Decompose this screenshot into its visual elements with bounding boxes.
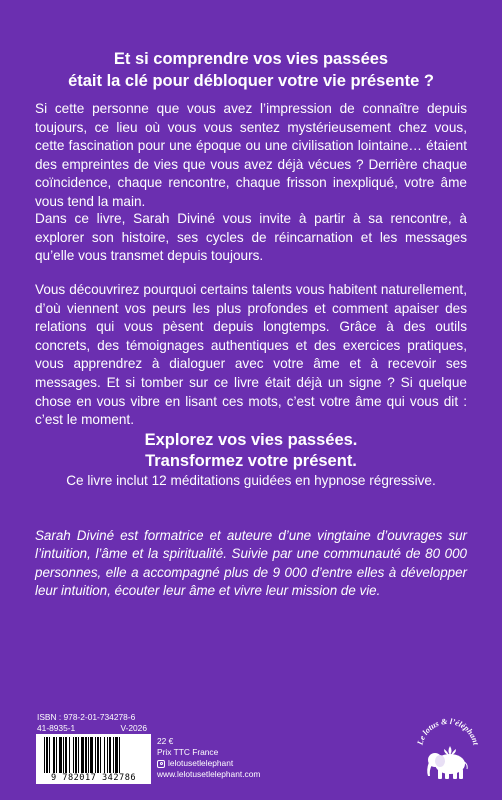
paragraph-invitation: Dans ce livre, Sarah Diviné vous invite à partir à sa rencontre, à explorer son histoire, ses cycles de réincarnation et les messages qu’elle vous transmet depuis toujours.	[35, 211, 467, 264]
instagram-handle	[157, 758, 260, 769]
publisher-logo-text: Le lotus & l’éléphant	[416, 716, 480, 746]
paragraph-intro: Si cette personne que vous avez l’impression de connaître depuis toujours, ce lieu où vous vous sentez mystérieusement chez vous, cette fascination pour une époque ou une civilisation lointaine… étaient des empreintes de vies que vous avez déjà vécues ? Derrière chaque coïncidence, chaque rencontre, chaque frisson inexpliqué, votre âme vous tend la main.	[35, 101, 467, 209]
publisher-logo	[416, 716, 480, 788]
headline-line-2: était la clé pour débloquer votre vie présente ?	[68, 72, 434, 90]
instagram-text: lelotusetlelephant	[168, 758, 234, 768]
website: www.lelotusetlelephant.com	[157, 769, 261, 779]
isbn-block	[37, 712, 147, 734]
price-block	[157, 736, 260, 780]
barcode-bars	[44, 737, 143, 773]
lotus-icon	[444, 746, 456, 755]
version-code: V-2026	[120, 723, 147, 733]
author-bio: Sarah Diviné est formatrice et auteure d’une vingtaine d’ouvrages sur l’intuition, l’âme et la spiritualité. Suivie par une communauté de 80 000 personnes, elle a accompagné plus de 9 000 d’entre elles à développer leur intuition, écouter leur âme et vivre leur mission de vie.	[35, 528, 467, 599]
price: 22 €	[157, 736, 174, 746]
product-code: 41-8935-1	[37, 723, 76, 733]
tagline-line-1: Explorez vos vies passées.	[144, 431, 358, 449]
tagline-line-2: Transformez votre présent.	[145, 452, 357, 470]
elephant-icon	[427, 753, 467, 779]
back-cover-headline	[40, 48, 462, 92]
isbn-text: ISBN : 978-2-01-734278-6	[37, 712, 136, 722]
instagram-icon	[157, 760, 165, 768]
barcode	[36, 734, 151, 784]
paragraph-discoveries: Vous découvrirez pourquoi certains talents vous habitent naturellement, d’où viennent vos peurs les plus profondes et comment apaiser des relations qui vous pèsent depuis longtemps. Grâce à des outils concrets, des témoignages authentiques et des exercices pratiques, vous apprendrez à dialoguer avec votre âme et à recevoir ses messages. Et si tomber sur ce livre était déjà un signe ? Si quelque chose en vous vibre en lisant ces mots, c’est votre âme qui vous dit : c’est le moment.	[35, 282, 467, 428]
tagline	[40, 430, 462, 472]
price-note: Prix TTC France	[157, 747, 219, 757]
meditations-note: Ce livre inclut 12 méditations guidées en hypnose régressive.	[66, 473, 436, 488]
headline-line-1: Et si comprendre vos vies passées	[113, 50, 389, 68]
barcode-number: 9 782017 342786	[50, 773, 137, 783]
